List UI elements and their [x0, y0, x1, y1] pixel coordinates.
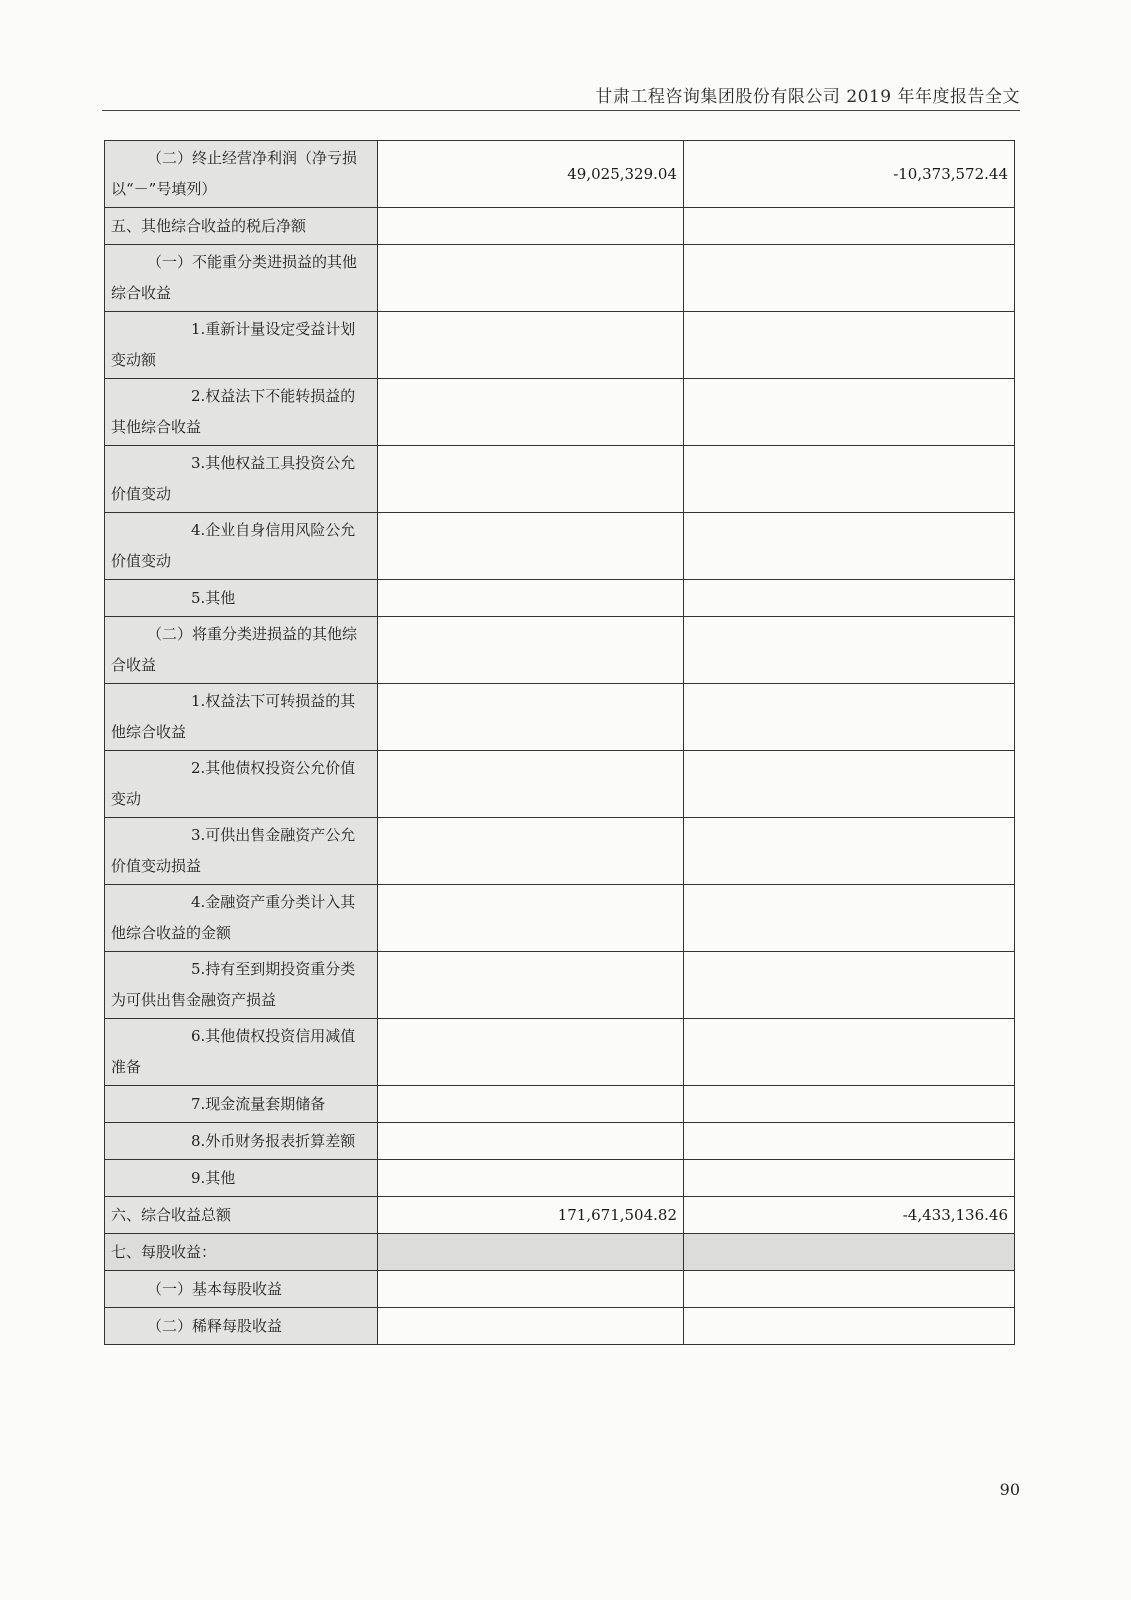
current-period-value: [378, 245, 684, 312]
prior-period-value: [684, 818, 1015, 885]
current-period-value: [378, 1019, 684, 1086]
table-row: [105, 1123, 1015, 1160]
prior-period-value: [684, 1160, 1015, 1197]
table-row: [105, 885, 1015, 952]
prior-period-value: [684, 1308, 1015, 1345]
table-row: [105, 446, 1015, 513]
table-row: [105, 1086, 1015, 1123]
current-period-value: [378, 312, 684, 379]
table-row: [105, 1234, 1015, 1271]
row-label: （一）不能重分类进损益的其他 综合收益: [105, 245, 378, 312]
prior-period-value: [684, 379, 1015, 446]
current-period-value: [378, 513, 684, 580]
table-row: [105, 513, 1015, 580]
row-label: 5.其他: [105, 580, 378, 617]
current-period-value: 171,671,504.82: [378, 1197, 684, 1234]
row-label: 2.权益法下不能转损益的 其他综合收益: [105, 379, 378, 446]
prior-period-value: [684, 885, 1015, 952]
table-row: [105, 1271, 1015, 1308]
row-label: 3.其他权益工具投资公允 价值变动: [105, 446, 378, 513]
row-label: 6.其他债权投资信用减值 准备: [105, 1019, 378, 1086]
current-period-value: [378, 885, 684, 952]
current-period-value: [378, 684, 684, 751]
current-period-value: [378, 1234, 684, 1271]
table-row: [105, 245, 1015, 312]
current-period-value: 49,025,329.04: [378, 141, 684, 208]
current-period-value: [378, 952, 684, 1019]
table-row: [105, 580, 1015, 617]
prior-period-value: [684, 580, 1015, 617]
row-label: （二）终止经营净利润（净亏损 以“－”号填列）: [105, 141, 378, 208]
table-row: [105, 208, 1015, 245]
table-row: [105, 818, 1015, 885]
prior-period-value: [684, 1123, 1015, 1160]
prior-period-value: [684, 751, 1015, 818]
current-period-value: [378, 751, 684, 818]
current-period-value: [378, 446, 684, 513]
row-label: 七、每股收益：: [105, 1234, 378, 1271]
table-row: [105, 1019, 1015, 1086]
table-row: [105, 1160, 1015, 1197]
prior-period-value: [684, 684, 1015, 751]
row-label: 六、综合收益总额: [105, 1197, 378, 1234]
prior-period-value: [684, 617, 1015, 684]
table-row: [105, 312, 1015, 379]
prior-period-value: [684, 1234, 1015, 1271]
prior-period-value: [684, 312, 1015, 379]
prior-period-value: [684, 513, 1015, 580]
row-label: 8.外币财务报表折算差额: [105, 1123, 378, 1160]
prior-period-value: -10,373,572.44: [684, 141, 1015, 208]
row-label: 1.重新计量设定受益计划 变动额: [105, 312, 378, 379]
prior-period-value: [684, 1086, 1015, 1123]
row-label: 4.金融资产重分类计入其 他综合收益的金额: [105, 885, 378, 952]
row-label: 五、其他综合收益的税后净额: [105, 208, 378, 245]
table-row: [105, 141, 1015, 208]
table-row: [105, 1197, 1015, 1234]
table-row: [105, 379, 1015, 446]
current-period-value: [378, 1271, 684, 1308]
current-period-value: [378, 1123, 684, 1160]
row-label: （二）将重分类进损益的其他综 合收益: [105, 617, 378, 684]
current-period-value: [378, 208, 684, 245]
row-label: 4.企业自身信用风险公允 价值变动: [105, 513, 378, 580]
row-label: 7.现金流量套期储备: [105, 1086, 378, 1123]
prior-period-value: -4,433,136.46: [684, 1197, 1015, 1234]
table-row: [105, 684, 1015, 751]
table-row: [105, 1308, 1015, 1345]
current-period-value: [378, 1308, 684, 1345]
table-row: [105, 617, 1015, 684]
current-period-value: [378, 818, 684, 885]
prior-period-value: [684, 245, 1015, 312]
current-period-value: [378, 580, 684, 617]
row-label: （二）稀释每股收益: [105, 1308, 378, 1345]
row-label: 2.其他债权投资公允价值 变动: [105, 751, 378, 818]
prior-period-value: [684, 208, 1015, 245]
table-row: [105, 751, 1015, 818]
table-body: [105, 141, 1015, 1345]
prior-period-value: [684, 1271, 1015, 1308]
current-period-value: [378, 379, 684, 446]
table-row: [105, 952, 1015, 1019]
current-period-value: [378, 617, 684, 684]
report-header-title: 甘肃工程咨询集团股份有限公司 2019 年年度报告全文: [595, 87, 1020, 107]
row-label: 9.其他: [105, 1160, 378, 1197]
prior-period-value: [684, 446, 1015, 513]
page-number: 90: [999, 1480, 1020, 1499]
row-label: （一）基本每股收益: [105, 1271, 378, 1308]
row-label: 3.可供出售金融资产公允 价值变动损益: [105, 818, 378, 885]
prior-period-value: [684, 952, 1015, 1019]
row-label: 5.持有至到期投资重分类 为可供出售金融资产损益: [105, 952, 378, 1019]
current-period-value: [378, 1160, 684, 1197]
income-statement-table: [104, 140, 1015, 1345]
current-period-value: [378, 1086, 684, 1123]
header-divider: [102, 110, 1020, 111]
row-label: 1.权益法下可转损益的其 他综合收益: [105, 684, 378, 751]
prior-period-value: [684, 1019, 1015, 1086]
